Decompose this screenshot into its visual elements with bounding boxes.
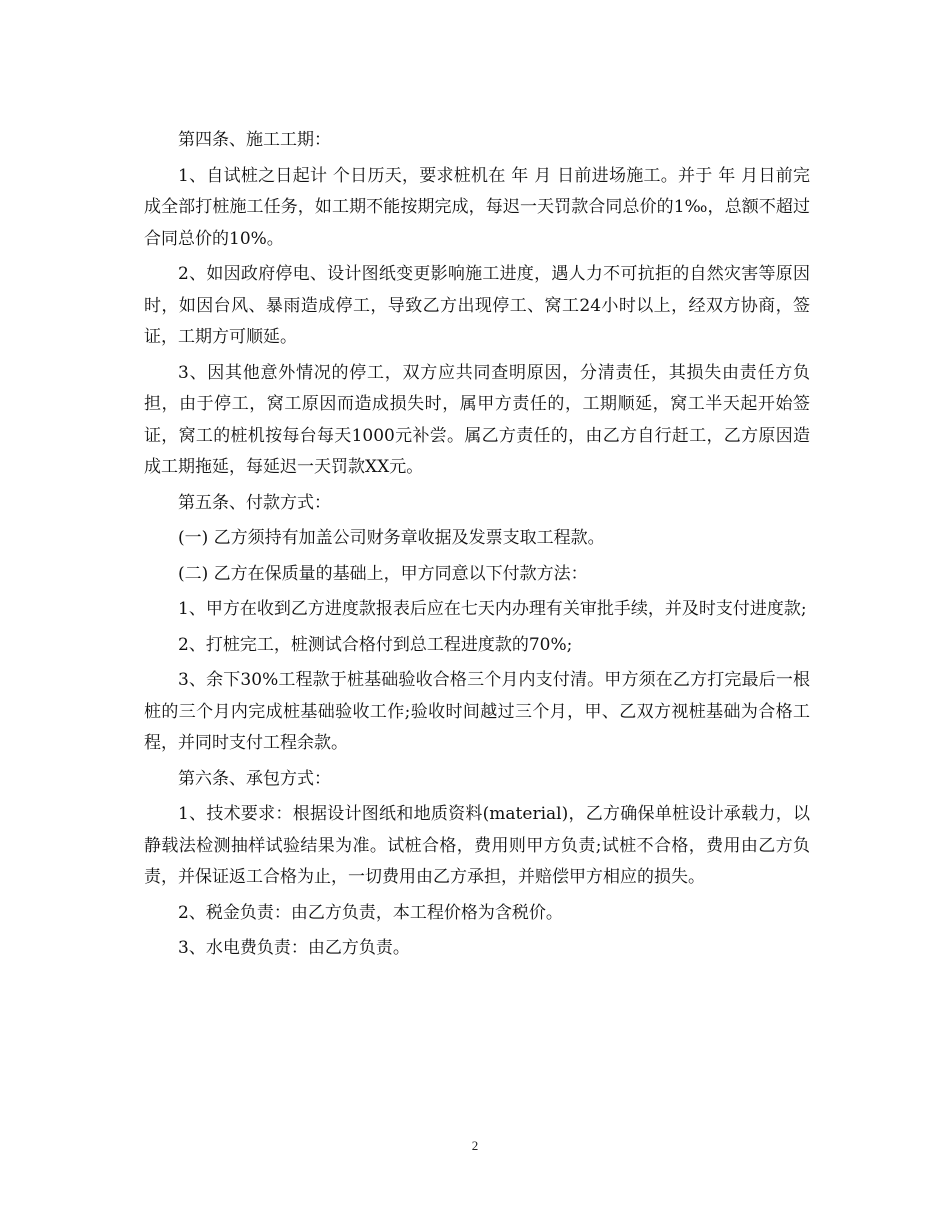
paragraph: 2、打桩完工，桩测试合格付到总工程进度款的70%; (178, 634, 573, 655)
paragraph: 2、如因政府停电、设计图纸变更影响施工进度，遇人力不可抗拒的自然灾害等原因时，如因台风、暴雨造成停工，导致乙方出现停工、窝工24小时以上，经双方协商，签证，工期方可顺延。 (144, 264, 810, 347)
paragraph: 3、余下30%工程款于桩基础验收合格三个月内支付清。甲方须在乙方打完最后一根桩的三个月内完成桩基础验收工作;验收时间越过三个月，甲、乙双方视桩基础为合格工程，并同时支付工程余款。 (144, 670, 810, 753)
paragraph: 1、自试桩之日起计 个日历天，要求桩机在 年 月 日前进场施工。并于 年 月日前完成全部打桩施工任务，如工期不能按期完成，每迟一天罚款合同总价的1‰，总额不超过合同总价的10%。 (144, 165, 810, 249)
paragraph: 1、技术要求：根据设计图纸和地质资料(material)，乙方确保单桩设计承载力，以静载法检测抽样试验结果为准。试桩合格，费用则甲方负责;试桩不合格，费用由乙方负责，并保证返工合格为止，一切费用由乙方承担，并赔偿甲方相应的损失。 (144, 804, 810, 887)
heading-article-5: 第五条、付款方式： (178, 492, 331, 513)
heading-article-4: 第四条、施工工期： (178, 130, 331, 150)
paragraph: 2、税金负责：由乙方负责，本工程价格为含税价。 (178, 902, 563, 923)
document-body (144, 125, 810, 969)
paragraph: 1、甲方在收到乙方进度款报表后应在七天内办理有关审批手续，并及时支付进度款; (178, 599, 807, 619)
paragraph: (二) 乙方在保质量的基础上，甲方同意以下付款方法： (178, 563, 588, 584)
heading-article-6: 第六条、承包方式： (178, 768, 331, 789)
paragraph: (一) 乙方须持有加盖公司财务章收据及发票支取工程款。 (178, 528, 605, 548)
page-number: 2 (471, 1138, 479, 1153)
paragraph: 3、因其他意外情况的停工，双方应共同查明原因，分清责任，其损失由责任方负担，由于停工，窝工原因而造成损失时，属甲方责任的，工期顺延，窝工半天起开始签证，窝工的桩机按每台每天1000元补尝。属乙方责任的，由乙方自行赶工，乙方原因造成工期拖延，每延迟一天罚款XX元。 (144, 362, 810, 477)
paragraph: 3、水电费负责：由乙方负责。 (178, 938, 410, 958)
